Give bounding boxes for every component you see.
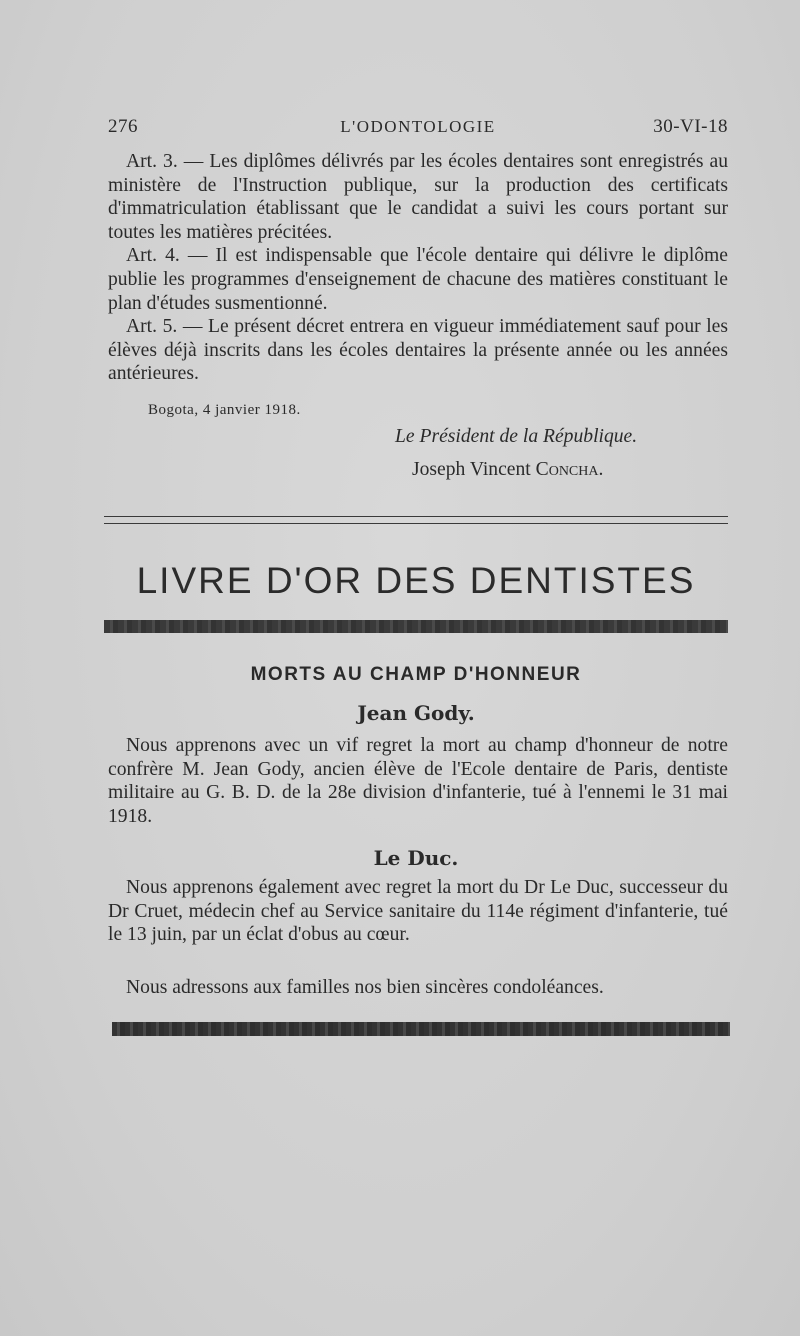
issue-date: 30-VI-18	[653, 116, 728, 137]
place-date: Bogota, 4 janvier 1918.	[148, 402, 301, 418]
section-subtitle: MORTS AU CHAMP D'HONNEUR	[250, 664, 582, 685]
article-3: Art. 3. — Les diplômes délivrés par les écoles dentaires sont enregistrés au ministère de l'Instruction publique, sur la production des certificats d'immatriculation établissant que le candidat a suivi les cours portant sur toutes les matières précitées.	[108, 151, 728, 243]
entry-text	[108, 876, 728, 947]
signature-last-name: Concha.	[535, 459, 604, 480]
entry-paragraph: Nous apprenons avec un vif regret la mort au champ d'honneur de notre confrère M. Jean Gody, ancien élève de l'Ecole dentaire de Paris, dentiste militaire au G. B. D. de la 28e division d'infanterie, tué à l'ennemi le 31 mai 1918.	[108, 735, 728, 827]
entry-name: Jean Gody.	[357, 701, 475, 725]
article-4: Art. 4. — Il est indispensable que l'école dentaire qui délivre le diplôme publie les programmes d'enseignement de chacune des matières constituant le plan d'études susmentionné.	[108, 245, 728, 314]
signature-title: Le Président de la République.	[395, 426, 638, 447]
signature-name	[412, 459, 603, 481]
closing-bar-ornament	[112, 1022, 730, 1036]
condolences-paragraph: Nous adressons aux familles nos bien sincères condoléances.	[126, 977, 604, 998]
title-bar-ornament	[104, 620, 728, 633]
page-number: 276	[108, 116, 138, 137]
condolences	[108, 976, 728, 1000]
section-title: LIVRE D'OR DES DENTISTES	[136, 560, 696, 601]
section-divider	[104, 516, 728, 524]
article-5: Art. 5. — Le présent décret entrera en vigueur immédiatement sauf pour les élèves déjà inscrits dans les écoles dentaires la présente année ou les années antérieures.	[108, 316, 728, 385]
entry-name: Le Duc.	[373, 846, 459, 870]
decree-articles	[108, 150, 728, 386]
entry-text	[108, 734, 728, 828]
journal-title: L'ODONTOLOGIE	[340, 117, 496, 136]
signature-first-name: Joseph Vincent	[412, 459, 531, 480]
entry-paragraph: Nous apprenons également avec regret la mort du Dr Le Duc, successeur du Dr Cruet, médecin chef au Service sanitaire du 114e régiment d'infanterie, tué le 13 juin, par un éclat d'obus au cœur.	[108, 877, 728, 946]
